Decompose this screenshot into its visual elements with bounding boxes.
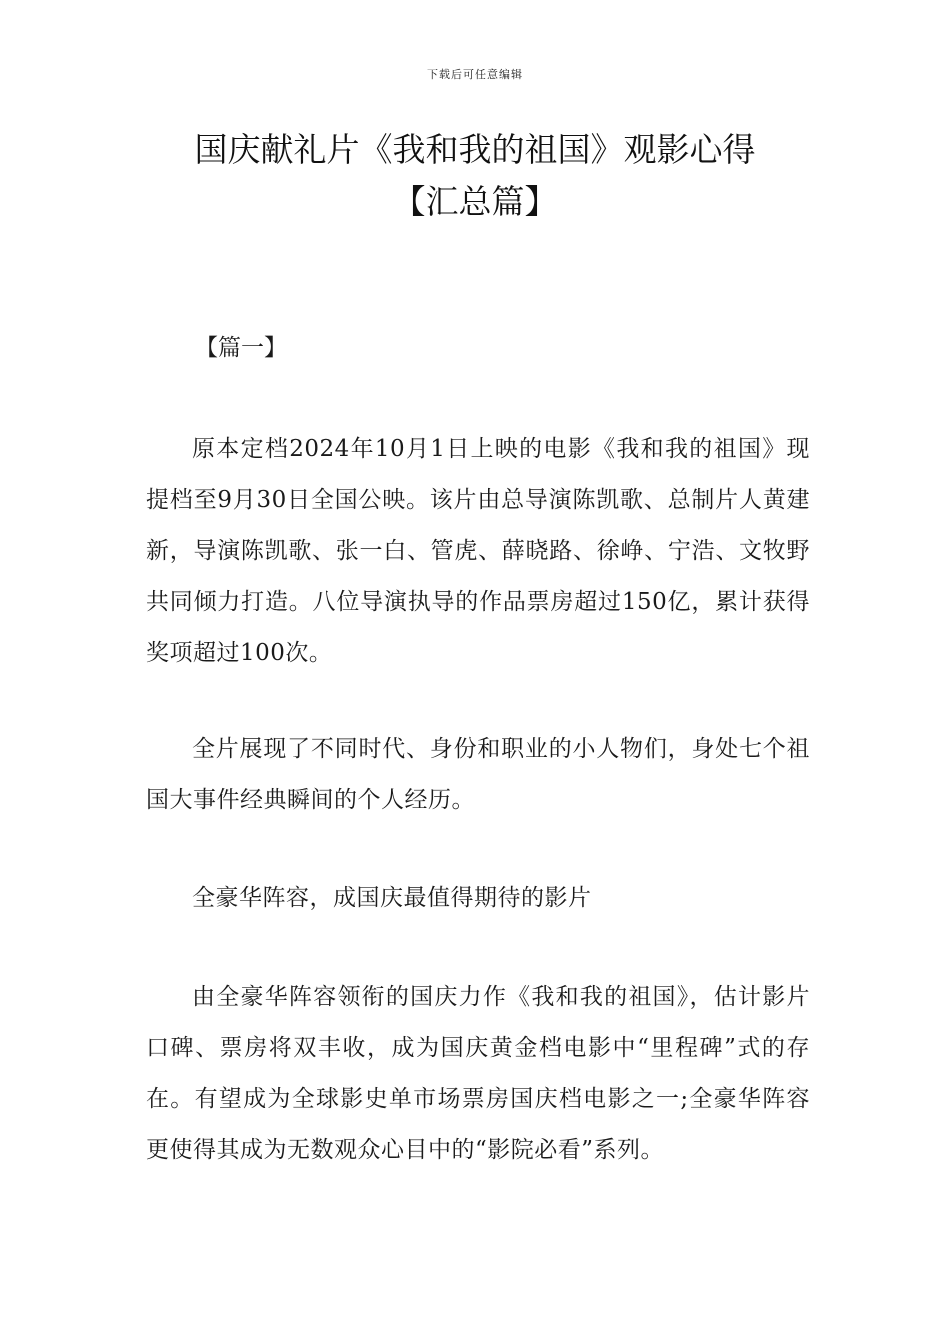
section-label: 【篇一】 [195, 335, 287, 361]
title-line-1: 国庆献礼片《我和我的祖国》观影心得 [194, 130, 756, 169]
paragraph: 由全豪华阵容领衔的国庆力作《我和我的祖国》，估计影片口碑、票房将双丰收，成为国庆黄金档电影中“里程碑”式的存在。有望成为全球影史单市场票房国庆档电影之一;全豪华阵容更使得其成为无数观众心目中的“影院必看”系列。 [146, 984, 810, 1163]
document-title [0, 124, 950, 228]
title-line-2: 【汇总篇】 [392, 182, 558, 221]
header-note: 下载后可任意编辑 [427, 68, 523, 81]
paragraph: 原本定档2024年10月1日上映的电影《我和我的祖国》现提档至9月30日全国公映。该片由总导演陈凯歌、总制片人黄建新，导演陈凯歌、张一白、管虎、薛晓路、徐峥、宁浩、文牧野共同倾力打造。八位导演执导的作品票房超过150亿，累计获得奖项超过100次。 [146, 436, 810, 666]
subheading-paragraph: 全豪华阵容，成国庆最值得期待的影片 [192, 885, 592, 911]
paragraph: 全片展现了不同时代、身份和职业的小人物们，身处七个祖国大事件经典瞬间的个人经历。 [146, 736, 810, 813]
